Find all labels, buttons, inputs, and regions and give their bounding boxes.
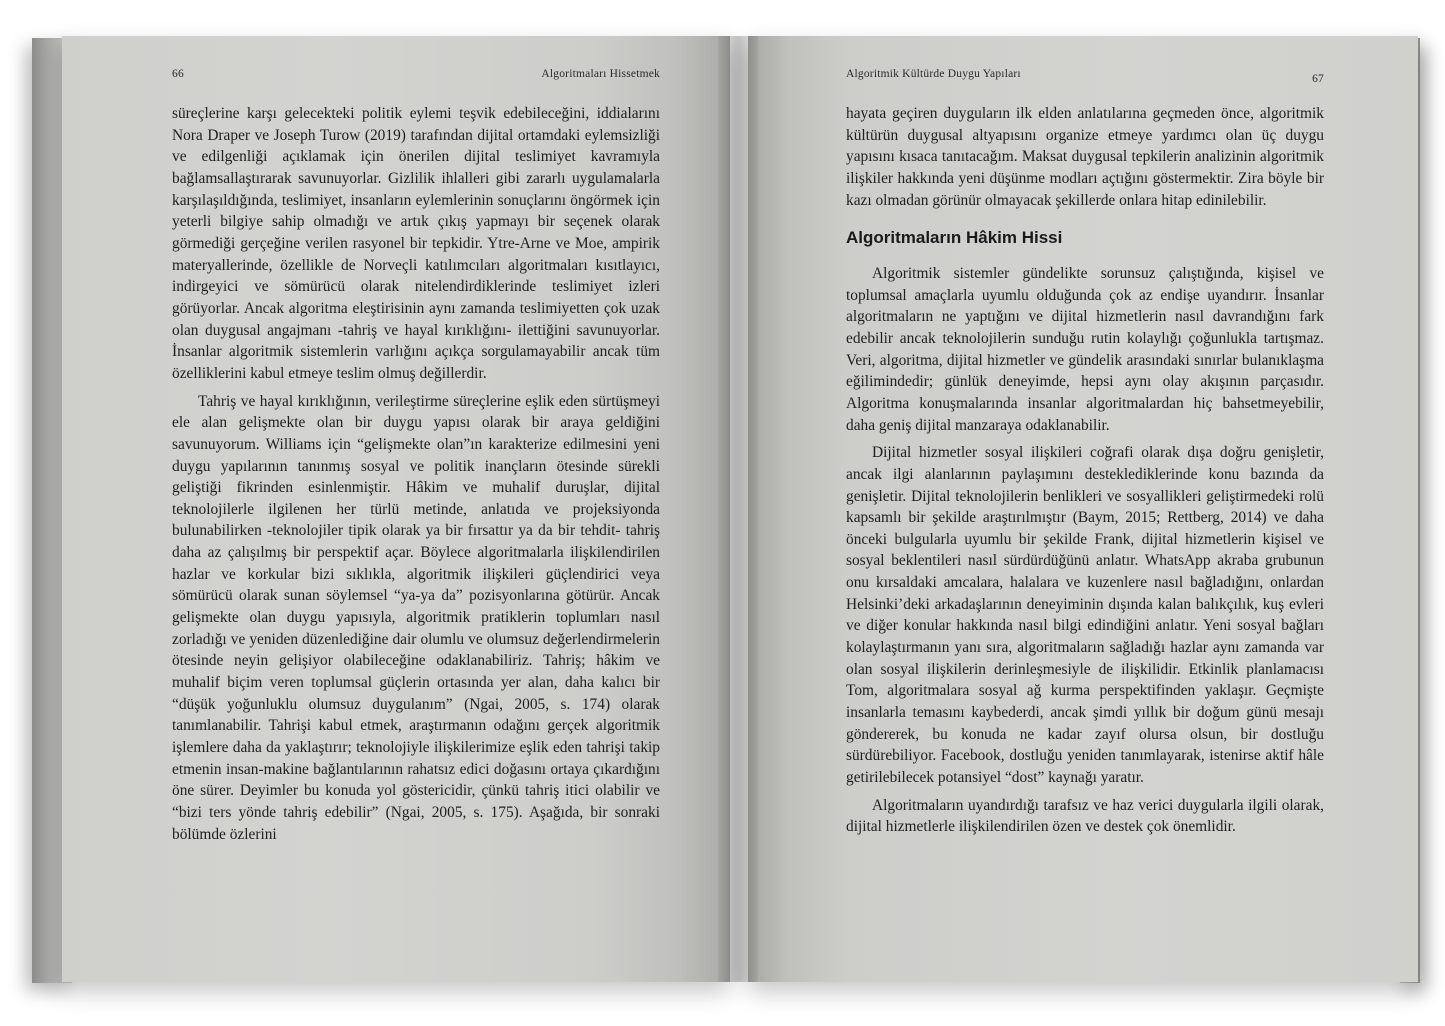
left-page-body: [172, 103, 660, 851]
right-page-number: 67: [1312, 73, 1324, 85]
book-spine-shadow: [718, 36, 758, 982]
right-paragraph-3: Algoritmaların uyandırdığı tarafsız ve haz verici duygularla ilgili olarak, dijital hizmetlerle ilişkilendirilen özen ve destek çok önemlidir.: [846, 796, 1324, 836]
right-intro-paragraph: hayata geçiren duyguların ilk elden anlatılarına geçmeden önce, algoritmik kültürün duygusal altyapısını organize etmeye yardımcı olan üç duygu yapısını kısaca tanıtacağım. Maksat duygusal tepkilerin analizinin algoritmik ilişkiler hakkında yeni düşünme modları açtığını göstermektir. Zira böyle bir kazı olmadan görünür olmayacak şekillerde onlara hitap edinilebilir.: [846, 105, 1324, 209]
right-page-body: [846, 103, 1324, 844]
right-running-head: Algoritmik Kültürde Duygu Yapıları: [846, 68, 1021, 80]
left-page-number: 66: [172, 68, 184, 80]
section-heading: Algoritmaların Hâkim Hissi: [846, 228, 1063, 248]
left-running-head: Algoritmaları Hissetmek: [541, 68, 660, 80]
right-paragraph-1: Algoritmik sistemler gündelikte sorunsuz çalıştığında, kişisel ve toplumsal amaçlarla uyumlu olduğunda çok az endişe uyandırır. İnsanlar algoritmaların ne yaptığını ve dijital hizmetlerin nasıl davrandığını fark edebilir ancak teknolojilerin sunduğu rutin kolaylığı çoğunlukla tartışmaz. Veri, algoritma, dijital hizmetler ve gündelik arasındaki sınırlar bulanıklaşma eğilimindedir; günlük deneyimde, hepsi aynı olay akışının parçasıdır. Algoritma konuşmalarında insanlar algoritmalardan hiç bahsetmeyebilir, daha geniş dijital manzaraya odaklanabilir.: [846, 264, 1324, 434]
right-paragraph-2: Dijital hizmetler sosyal ilişkileri coğrafi olarak dışa doğru genişletir, ancak ilgi alanlarının paylaşımını desteklediklerinde konu bazında da genişletir. Dijital teknolojilerin benlikleri ve sosyallikleri geliştirmedeki rolü kapsamlı bir şekilde araştırılmıştır (Baym, 2015; Rettberg, 2014) ve daha önceki bulgularla uyumlu bir şekilde Frank, dijital hizmetlerin kişisel ve sosyal beklentileri nasıl sürdürdüğünü anlatır. WhatsApp akraba grubunun onu kırsaldaki amcalara, halalara ve kuzenlere nasıl bağladığını, onlardan Helsinki’deki arkadaşlarının deneyiminin dışında kalan balıkçılık, kuş evleri ve diğer konular hakkında nasıl bilgi edindiğini anlatır. Yeni sosyal bağları kolaylaştırmanın yanı sıra, algoritmaların sağladığı hazlar aynı zamanda var olan sosyal ilişkilerin derinleşmesiyle de ilişkilidir. Etkinlik planlamacısı Tom, algoritmalara sosyal ağ kurma perspektifinden yaklaşır. Geçmişte insanlarla temasını kaybederdi, ancak şimdi yıllık bir doğum günü mesajı göndererek, bu konuda ne kadar zayıf olursa olsun, bir dostluğu sürdürebiliyor. Facebook, dostluğu yeniden tanımlayarak, istenirse aktif hâle getirilebilecek potansiyel “dost” kaynağı yaratır.: [846, 444, 1324, 787]
left-paragraph-2: Tahriş ve hayal kırıklığının, verileştirme süreçlerine eşlik eden sürtüşmeyi ele alan gelişmekte olan bir duygu yapısı olarak bir araya geldiğini savunuyorum. Williams için “gelişmekte olan”ın karakterize edilmesini yeni duygu yapılarının tanınmış sosyal ve politik inançların ötesinde sürekli geliştiği fikrinden esinlenmiştir. Hâkim ve muhalif duruşlar, dijital teknolojilerle ilgilenen her türlü metinde, anlatıda ve projeksiyonda bulunabilirken -teknolojiler tipik olarak ya bir fırsattır ya da bir tehdit- tahriş daha az çalışılmış bir perspektif açar. Böylece algoritmalarla ilişkilendirilen hazlar ve korkular bizi sıklıkla, algoritmik ilişkileri güçlendirici veya sömürücü olarak sunan söylemsel “ya-ya da” pozisyonlarına götürür. Ancak gelişmekte olan duygu yapısıyla, algoritmik pratiklerin toplumları nasıl zorladığı ve yeniden düzenlediğine dair olumlu ve olumsuz değerlendirmelerin ötesinde neyin gelişiyor olabileceğine odaklanabiliriz. Tahriş; hâkim ve muhalif biçim veren toplumsal güçlerin ortasında yer alan, daha kalıcı bir “düşük yoğunluklu olumsuz duygulanım” (Ngai, 2005, s. 174) olarak tanımlanabilir. Tahrişi kabul etmek, araştırmanın odağını gerçek algoritmik işlemlere daha da yaklaştırır; teknolojiyle ilişkilerimize eşlik eden tahrişi takip etmenin insan-makine bağlantılarının rahatsız edici doğasını ortaya çıkardığını öne sürer. Deyimler bu konuda yol göstericidir, çünkü tahriş itici olabilir ve “bizi ters yönde tahriş edebilir” (Ngai, 2005, s. 175). Aşağıda, bir sonraki bölümde özlerini: [172, 392, 660, 843]
left-paragraph-1: süreçlerine karşı gelecekteki politik eylemi teşvik edebileceğini, iddialarını Nora Draper ve Joseph Turow (2019) tarafından dijital ortamdaki eylemsizliği ve edilgenliği açıklamak için önerilen dijital teslimiyet kavramıyla bağlamsallaştırarak savunuyorlar. Gizlilik ihlalleri gibi zararlı uygulamalarla karşılaşıldığında, teslimiyet, insanların eylemlerinin sonuçlarını öngörmek için yeterli bilgiye sahip olmadığı ve artık çıkış yapmayı bir seçenek olarak görmediği gerçeğine verilen rasyonel bir tepkidir. Ytre-Arne ve Moe, ampirik materyallerinde, özellikle de Norveçli katılımcıları algoritmaları kısıtlayıcı, indirgeyici ve sömürücü olarak nitelendirdiklerinde teslimiyet izleri görüyorlar. Ancak algoritma eleştirisinin aynı zamanda teslimiyetten çok uzak olan duygusal angajmanı -tahriş ve hayal kırıklığını- ilettiğini savunuyorlar. İnsanlar algoritmik sistemlerin varlığını açıkça sorgulamayabilir ancak tüm özelliklerini kabul etmeye teslim olmuş değillerdir.: [172, 105, 660, 382]
